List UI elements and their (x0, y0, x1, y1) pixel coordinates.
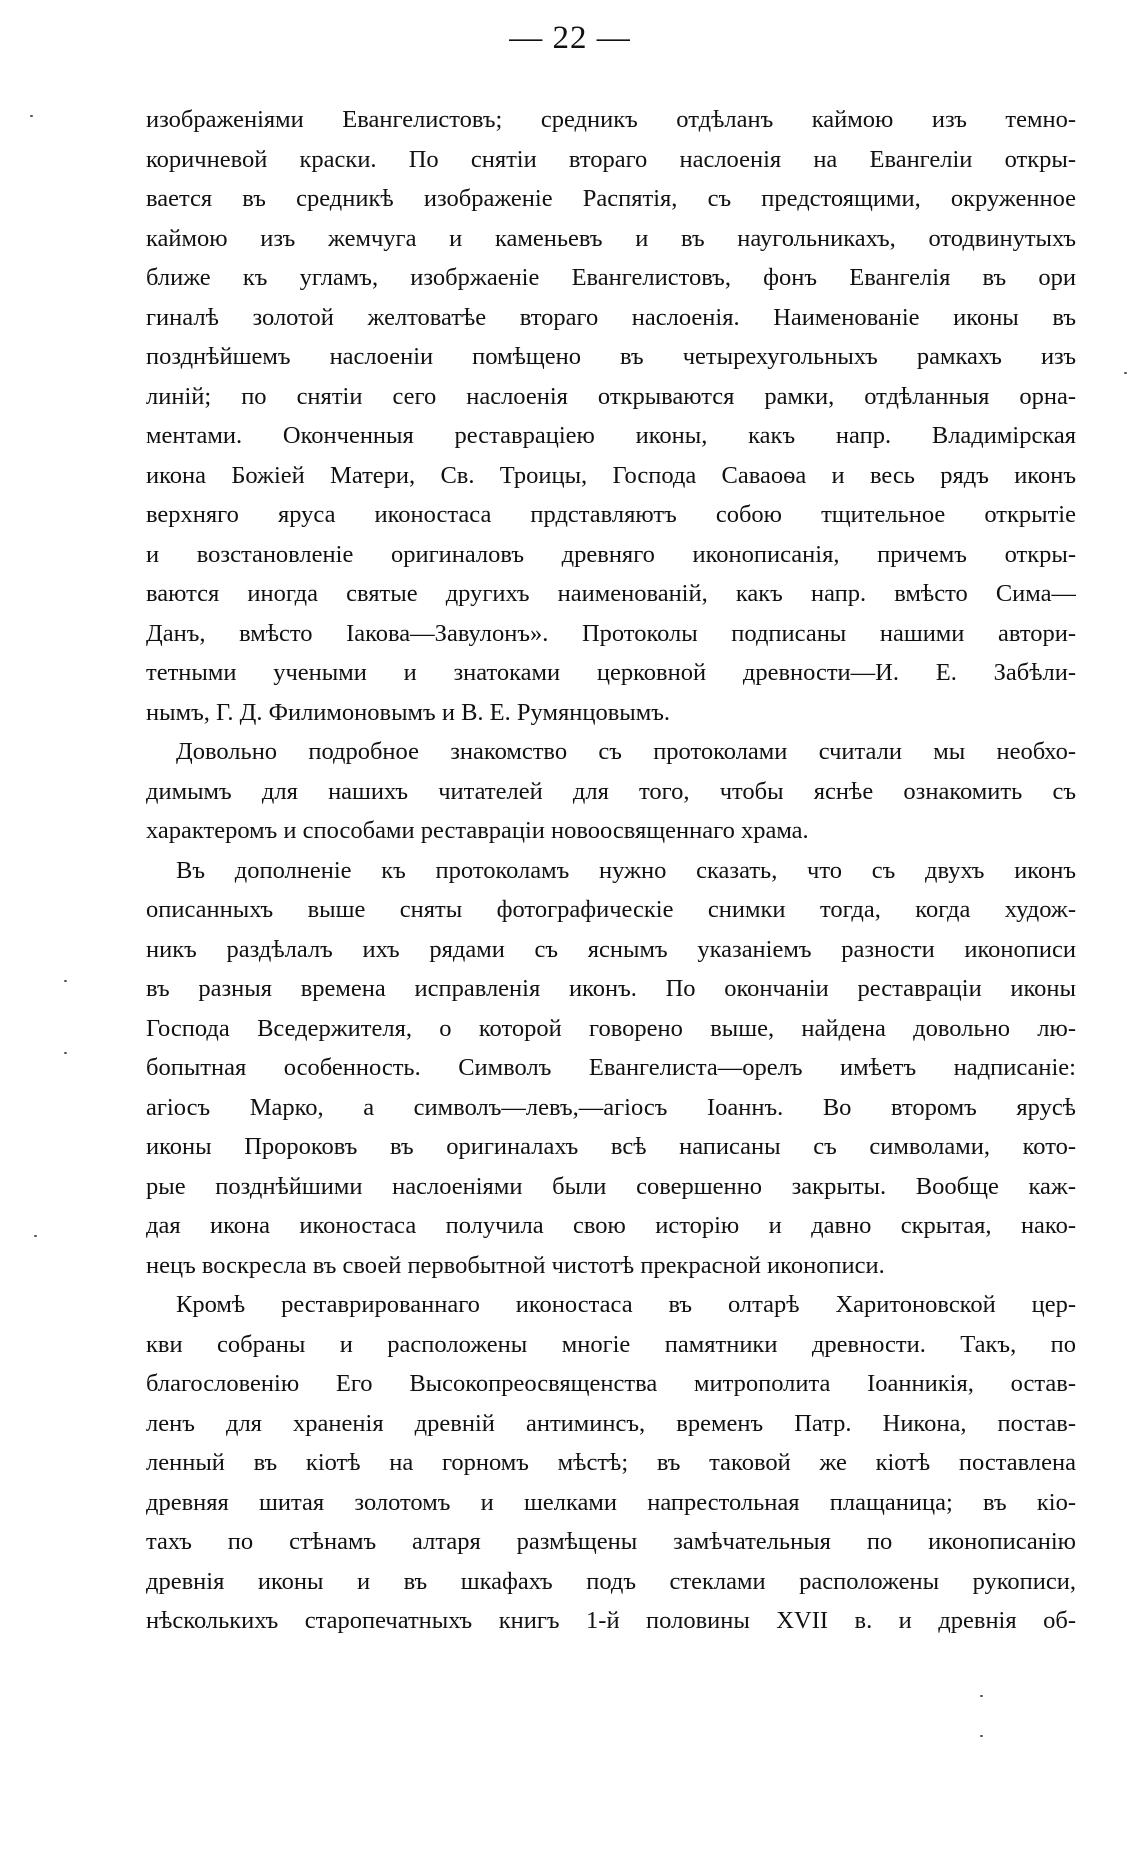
text-line: линій; по снятіи сего наслоенія открываются рамки, отдѣланныя орна- (146, 382, 1076, 410)
text-line: нецъ воскресла въ своей первобытной чистотѣ прекрасной иконописи. (146, 1251, 885, 1279)
text-line: Довольно подробное знакомство съ протоколами считали мы необхо- (176, 738, 1076, 765)
paragraph (146, 100, 1076, 732)
page-number: — 22 — (509, 20, 631, 56)
text-line: нѣсколькихъ старопечатныхъ книгъ 1-й половины XVII в. и древнія об- (146, 1607, 1076, 1634)
text-line: ваются иногда святые другихъ наименованій, какъ напр. вмѣсто Сима— (146, 580, 1076, 607)
text-line: позднѣйшемъ наслоеніи помѣщено въ четырехугольныхъ рамкахъ изъ (146, 343, 1076, 370)
text-line: агіосъ Марко, а символъ—левъ,—агіосъ Іоаннъ. Во второмъ ярусѣ (146, 1093, 1076, 1121)
text-line: Въ дополненіе къ протоколамъ нужно сказать, что съ двухъ иконъ (176, 856, 1076, 884)
paragraph (146, 732, 1076, 851)
text-line: ленный въ кіотѣ на горномъ мѣстѣ; въ таковой же кіотѣ поставлена (146, 1449, 1076, 1476)
text-line: нымъ, Г. Д. Филимоновымъ и В. Е. Румянцовымъ. (146, 698, 671, 726)
text-line: въ разныя времена исправленія иконъ. По окончаніи реставраціи иконы (146, 975, 1076, 1002)
scan-speck (30, 115, 33, 117)
paragraph (146, 851, 1076, 1286)
text-line: вается въ средникѣ изображеніе Распятія, съ предстоящими, окруженное (146, 185, 1076, 212)
scan-speck (34, 1235, 37, 1237)
text-line: гиналѣ золотой желтоватѣе втораго наслоенія. Наименованіе иконы въ (146, 303, 1076, 331)
text-line: характеромъ и способами реставраціи новоосвященнаго храма. (146, 817, 809, 844)
text-line: иконы Пророковъ въ оригиналахъ всѣ написаны съ символами, кото- (146, 1133, 1076, 1160)
text-line: верхняго яруса иконостаса прдставляютъ собою тщительное открытіе (146, 501, 1076, 528)
text-line: никъ раздѣлалъ ихъ рядами съ яснымъ указаніемъ разности иконописи (146, 935, 1076, 963)
text-line: и возстановленіе оригиналовъ древняго иконописанія, причемъ откры- (146, 540, 1076, 568)
text-line: описанныхъ выше сняты фотографическіе снимки тогда, когда худож- (146, 896, 1076, 923)
text-line: дая икона иконостаса получила свою исторію и давно скрытая, нако- (146, 1212, 1076, 1239)
scan-speck (980, 1735, 983, 1737)
text-line: Кромѣ реставрированнаго иконостаса въ олтарѣ Харитоновской цер- (176, 1291, 1076, 1318)
body-text (146, 100, 1076, 1641)
text-line: ближе къ угламъ, изобржаеніе Евангелистовъ, фонъ Евангелія въ ори (146, 264, 1076, 291)
text-line: изображеніями Евангелистовъ; средникъ отдѣланъ каймою изъ темно- (146, 106, 1076, 133)
text-line: кви собраны и расположены многіе памятники древности. Такъ, по (146, 1330, 1076, 1358)
text-line: древняя шитая золотомъ и шелками напрестольная плащаница; въ кіо- (146, 1488, 1076, 1516)
scan-speck (64, 1052, 67, 1054)
text-line: древнія иконы и въ шкафахъ подъ стеклами расположены рукописи, (146, 1567, 1076, 1595)
scan-speck (980, 1695, 983, 1697)
text-line: благословенію Его Высокопреосвященства митрополита Іоанникія, остав- (146, 1370, 1076, 1397)
text-line: Господа Вседержителя, о которой говорено выше, найдена довольно лю- (146, 1014, 1076, 1042)
text-line: тахъ по стѣнамъ алтаря размѣщены замѣчательныя по иконописанію (146, 1528, 1076, 1555)
text-line: каймою изъ жемчуга и каменьевъ и въ наугольникахъ, отодвинутыхъ (146, 224, 1076, 252)
scan-speck (64, 980, 67, 982)
text-line: ленъ для храненія древній антиминсъ, временъ Патр. Никона, постав- (146, 1409, 1076, 1437)
paragraph (146, 1285, 1076, 1641)
text-line: ментами. Оконченныя реставраціею иконы, какъ напр. Владимірская (146, 422, 1076, 449)
scan-speck (1124, 372, 1127, 374)
text-line: бопытная особенность. Символъ Евангелиста—орелъ имѣетъ надписаніе: (146, 1054, 1076, 1081)
text-line: димымъ для нашихъ читателей для того, чтобы яснѣе ознакомить съ (146, 777, 1076, 805)
text-line: икона Божіей Матери, Св. Троицы, Господа Саваоѳа и весь рядъ иконъ (146, 461, 1076, 489)
text-line: коричневой краски. По снятіи втораго наслоенія на Евангеліи откры- (146, 145, 1076, 173)
text-line: Данъ, вмѣсто Іакова—Завулонъ». Протоколы подписаны нашими автори- (146, 619, 1076, 647)
text-line: рые позднѣйшими наслоеніями были совершенно закрыты. Вообще каж- (146, 1172, 1076, 1200)
text-line: тетными учеными и знатоками церковной древности—И. Е. Забѣли- (146, 659, 1076, 686)
